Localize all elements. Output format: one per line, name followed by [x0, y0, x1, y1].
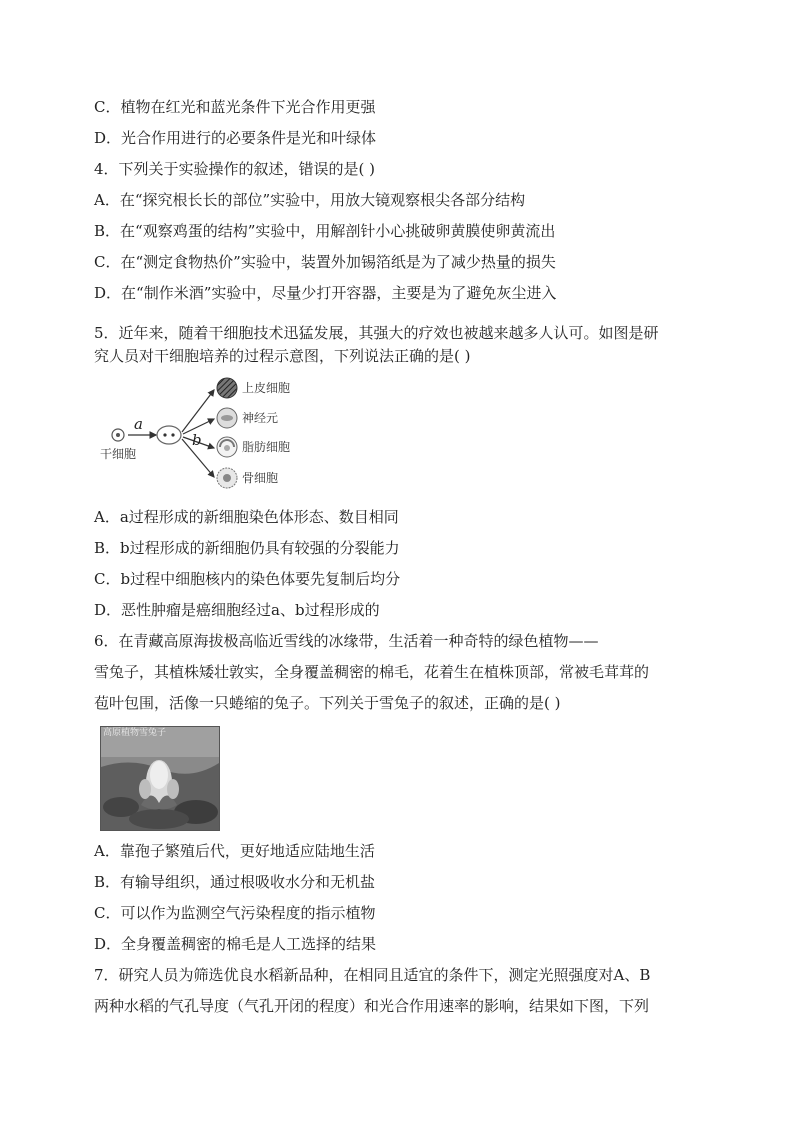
q6-stem-line-3: 苞叶包围，活像一只蜷缩的兔子。下列关于雪兔子的叙述，正确的是( )	[94, 694, 561, 712]
stem-cell-label: 干细胞	[100, 447, 137, 461]
snow-rabbit-photo-graphic	[101, 727, 219, 830]
neuron-label: 神经元	[242, 411, 279, 425]
q6-stem-line-1: 6．在青藏高原海拔极高临近雪线的冰缘带，生活着一种奇特的绿色植物——	[94, 632, 599, 650]
q6-option-a: A．靠孢子繁殖后代，更好地适应陆地生活	[94, 842, 375, 860]
q3-option-d: D．光合作用进行的必要条件是光和叶绿体	[94, 129, 377, 147]
q7-stem-line-2: 两种水稻的气孔导度（气孔开闭的程度）和光合作用速率的影响，结果如下图，下列	[94, 997, 650, 1015]
q5-stem-line-2: 究人员对干细胞培养的过程示意图，下列说法正确的是( )	[94, 347, 471, 365]
q3-option-c: C．植物在红光和蓝光条件下光合作用更强	[94, 98, 376, 116]
process-b-label: b	[192, 431, 202, 449]
process-a-label: a	[134, 415, 143, 433]
q4-stem: 4．下列关于实验操作的叙述，错误的是( )	[94, 160, 376, 178]
q4-option-a: A．在“探究根长长的部位”实验中，用放大镜观察根尖各部分结构	[94, 191, 526, 209]
q4-option-c: C．在“测定食物热价”实验中，装置外加锡箔纸是为了减少热量的损失	[94, 253, 556, 271]
q5-option-a: A．a过程形成的新细胞染色体形态、数目相同	[94, 508, 399, 526]
bone-cell-label: 骨细胞	[242, 471, 279, 485]
stem-cell-diagram	[96, 376, 306, 494]
fat-cell-label: 脂肪细胞	[242, 440, 291, 454]
q4-option-d: D．在“制作米酒”实验中，尽量少打开容器，主要是为了避免灰尘进入	[94, 284, 557, 302]
q5-option-c: C．b过程中细胞核内的染色体要先复制后均分	[94, 570, 401, 588]
photo-caption: 高原植物雪兔子	[103, 728, 167, 738]
q5-option-d: D．恶性肿瘤是癌细胞经过a、b过程形成的	[94, 601, 380, 619]
q4-option-b: B．在“观察鸡蛋的结构”实验中，用解剖针小心挑破卵黄膜使卵黄流出	[94, 222, 556, 240]
q5-option-b: B．b过程形成的新细胞仍具有较强的分裂能力	[94, 539, 400, 557]
q5-stem-line-1: 5．近年来，随着干细胞技术迅猛发展，其强大的疗效也被越来越多人认可。如图是研	[94, 324, 659, 342]
epithelial-cell-label: 上皮细胞	[242, 381, 291, 395]
q6-option-c: C．可以作为监测空气污染程度的指示植物	[94, 904, 376, 922]
snow-rabbit-photo	[100, 726, 220, 831]
q6-stem-line-2: 雪兔子，其植株矮壮敦实，全身覆盖稠密的棉毛，花着生在植株顶部，常被毛茸茸的	[94, 663, 650, 681]
q6-option-b: B．有输导组织，通过根吸收水分和无机盐	[94, 873, 376, 891]
q7-stem-line-1: 7．研究人员为筛选优良水稻新品种，在相同且适宜的条件下，测定光照强度对A、B	[94, 966, 651, 984]
q6-option-d: D．全身覆盖稠密的棉毛是人工选择的结果	[94, 935, 377, 953]
